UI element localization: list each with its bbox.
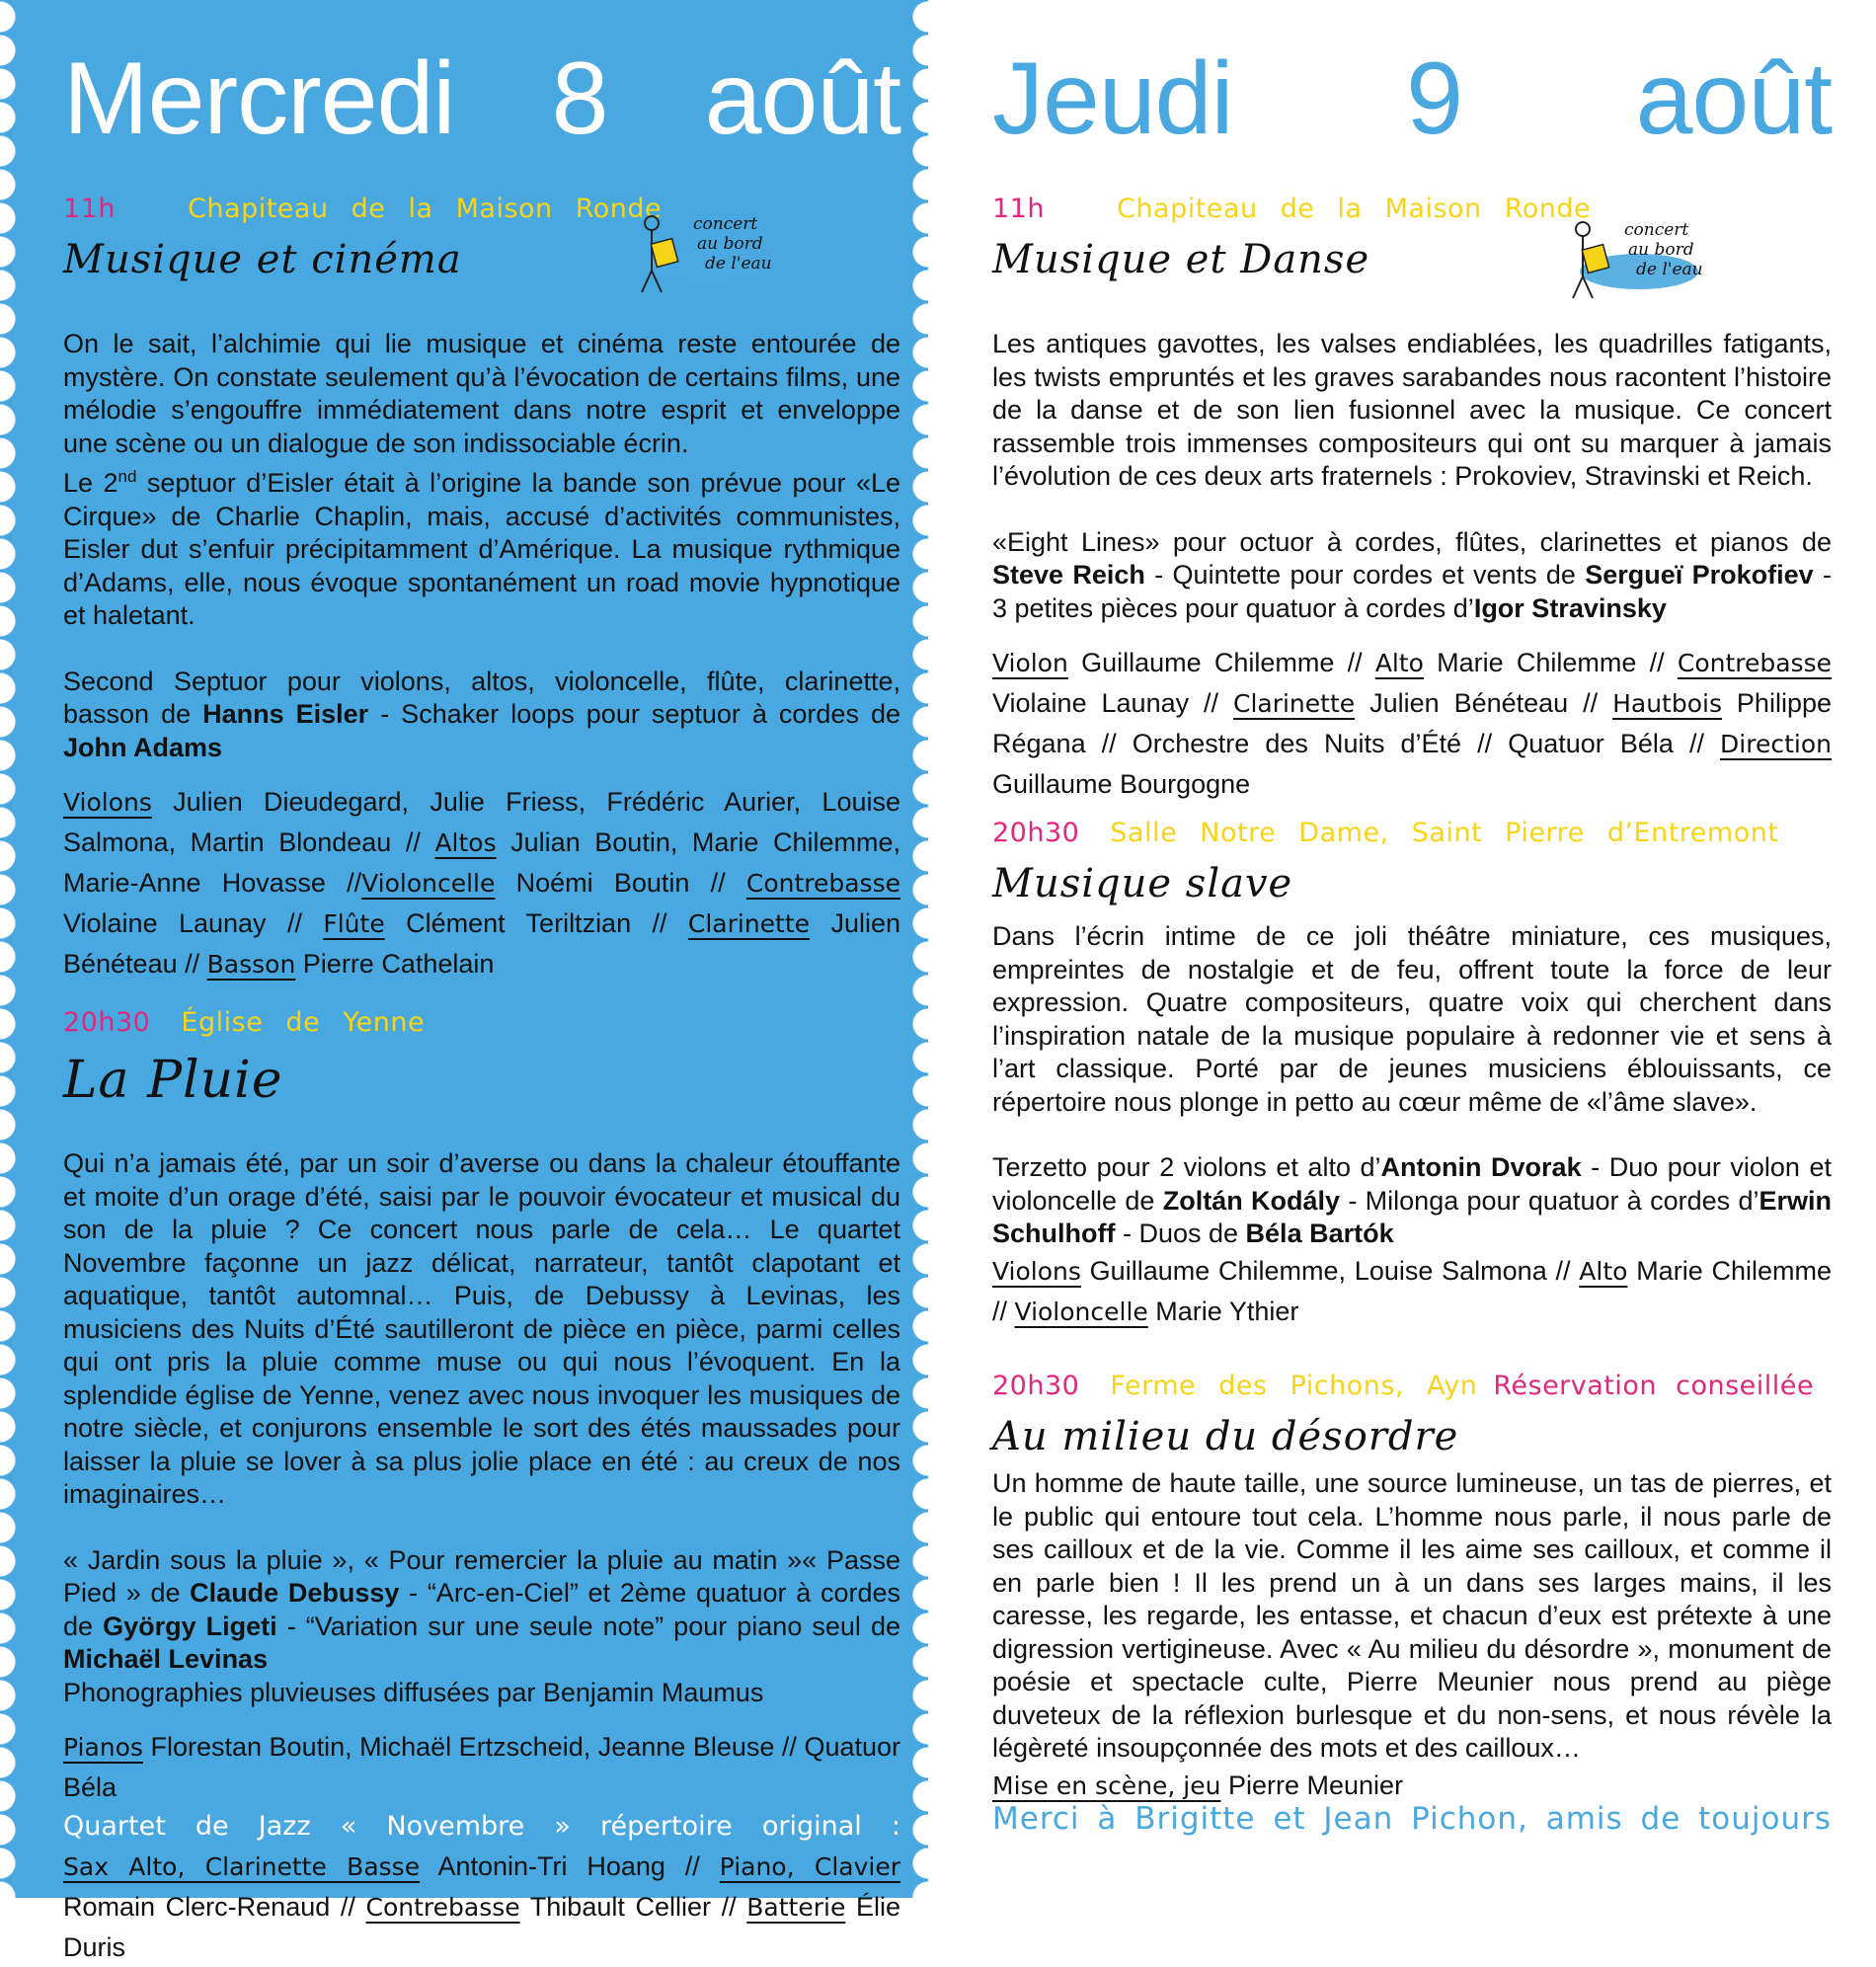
thanks-note: Merci à Brigitte et Jean Pichon, amis de toujours — [992, 1801, 1832, 1837]
event-description: On le sait, l’alchimie qui lie musique et cinéma reste entourée de mystère. On constate seulement qu’à l’évocation de certains films, une mélodie s’engouffre immédiatement dans notre esprit et enveloppe une scène ou un dialogue de son indissociable écrin. Le 2nd septuor d’Eisler était à l’origine la bande son prévue pour «Le Cirque» de Charlie Chaplin, mais, accusé d’activités communistes, Eisler dut s’enfuir précipitamment d’Amérique. La musique rythmique d’Adams, elle, nous évoque spontanément un road movie hypnotique et haletant. — [63, 329, 900, 630]
event-time: 11h — [992, 194, 1045, 224]
concert-au-bord-de-leau-logo — [624, 201, 772, 300]
event-time: 20h30 — [63, 1007, 151, 1038]
day-name: Jeudi — [992, 41, 1233, 156]
event-description: Un homme de haute taille, une source lumineuse, un tas de pierres, et le public qui entoure tout cela. L’homme nous parle, il nous parle de ses cailloux et de la vie. Comme il les aime ses cailloux, et comme il en parle bien ! Il les prend un à un dans ses larges mains, il les caresse, les regarde, les entasse, et chacun d’eux est prétexte à une digression vertigineuse. Avec « Au milieu du désordre », monument de poésie et spectacle culte, Pierre Meunier nous prend au piège duveteux de la réflexion burlesque et du non-sens, et nous révèle la légèreté insoupçonnée des mots et des cailloux… — [992, 1468, 1832, 1763]
composer-name: Sergueï Prokofiev — [1585, 560, 1814, 590]
event-time: 20h30 — [992, 1371, 1080, 1401]
event-cast: Violons Julien Dieudegard, Julie Friess, Frédéric Aurier, Louise Salmona, Martin Blondeau // Altos Julian Boutin, Marie Chilemme, Marie-Anne Hovasse //Violoncelle Noémi Boutin // Contrebasse Violaine Launay // Flûte Clément Teriltzian // Clarinette Julien Bénéteau // Basson Pierre Cathelain — [63, 787, 901, 979]
event-place: Chapiteau de la Maison Ronde — [188, 194, 663, 224]
event-program: Terzetto pour 2 violons et alto d’Antonin Dvorak - Duo pour violon et violoncelle de Zoltán Kodály - Milonga pour quatuor à cordes d’Erwin Schulhoff - Duos de Béla Bartók — [992, 1152, 1832, 1248]
logo-text-line1: concert — [693, 214, 758, 234]
day-number: 8 — [551, 41, 608, 156]
composer-name: Igor Stravinsky — [1473, 592, 1667, 623]
event-title: Musique et cinéma — [63, 237, 462, 282]
event-title: Au milieu du désordre — [992, 1414, 1459, 1459]
event-musique-et-cinema — [63, 194, 900, 984]
composer-name: Michaël Levinas — [63, 1644, 269, 1674]
composer-name: John Adams — [63, 732, 223, 762]
event-place: Église de Yenne — [181, 1007, 426, 1038]
event-description: Dans l’écrin intime de ce joli théâtre miniature, ces musiques, empreintes de nostalgie et de feu, offrent toute la force de leur expression. Quatre compositeurs, quatre voix qui cherchent dans l’inspiration natale de la musique populaire à redonner vie et sens à l’art classique. Porté par de jeunes musiciens éblouissants, ce répertoire nous plonge in petto au cœur même de «l’âme slave». — [992, 921, 1832, 1117]
event-title: Musique slave — [992, 861, 1293, 906]
event-program: «Eight Lines» pour octuor à cordes, flûtes, clarinettes et pianos de Steve Reich - Quintette pour cordes et vents de Sergueï Prokofiev - 3 petites pièces pour quatuor à cordes d’Igor Stravinsky — [992, 526, 1832, 623]
event-musique-slave — [992, 818, 1832, 1332]
event-meta — [63, 194, 900, 229]
event-time: 11h — [63, 194, 116, 224]
composer-name: Erwin Schulhoff — [992, 1185, 1832, 1248]
thursday-column — [992, 0, 1833, 1837]
event-musique-et-danse — [992, 194, 1832, 804]
event-cast: Violon Guillaume Chilemme // Alto Marie Chilemme // Contrebasse Violaine Launay // Clarinette Julien Bénéteau // Hautbois Philippe Régana // Orchestre des Nuits d’Été // Quatuor Béla // Direction Guillaume Bourgogne — [992, 648, 1832, 799]
reservation-notice: Réservation conseillée — [1493, 1371, 1814, 1401]
event-place: Salle Notre Dame, Saint Pierre d’Entremont — [1110, 818, 1779, 848]
event-meta — [992, 818, 1832, 853]
left-scalloped-edge — [0, 0, 20, 1898]
wednesday-column — [63, 0, 901, 1962]
event-description: Qui n’a jamais été, par un soir d’averse ou dans la chaleur étouffante et moite d’un orage d’été, saisi par le pouvoir évocateur et musical du son de la pluie ? Ce concert nous parle de cela… Le quartet Novembre façonne un jazz délicat, narrateur, tantôt clapotant et aquatique, tantôt automnal… Puis, de Debussy à Levinas, les musiciens des Nuits d’Été sautilleront de pièce en pièce, parmi celles qui ont pris la pluie comme muse ou qui nous l’évoquent. En la splendide église de Yenne, venez avec nous invoquer les musiques de notre siècle, et conjurons ensemble le sort des étés maussades pour laisser la pluie se lover à sa plus jolie place en été : au creux de nos imaginaires… — [63, 1148, 900, 1509]
day-heading-wednesday — [63, 41, 900, 156]
day-month: août — [704, 41, 900, 156]
composer-name: György Ligeti — [103, 1611, 277, 1641]
composer-name: Hanns Eisler — [202, 699, 369, 729]
event-la-pluie — [63, 1007, 900, 1967]
logo-text-line3: de l'eau — [1636, 260, 1703, 279]
event-meta — [992, 194, 1832, 229]
composer-name: Steve Reich — [992, 560, 1145, 590]
jazz-quartet-heading: Quartet de Jazz « Novembre » répertoire original : — [63, 1811, 900, 1842]
logo-text-line1: concert — [1624, 220, 1689, 240]
event-time: 20h30 — [992, 818, 1080, 848]
logo-text-line3: de l'eau — [705, 254, 772, 274]
event-cast: Mise en scène, jeu Pierre Meunier — [992, 1770, 1404, 1800]
composer-name: Zoltán Kodály — [1162, 1185, 1341, 1216]
concert-au-bord-de-leau-logo — [1555, 207, 1703, 306]
event-meta — [992, 1371, 1832, 1406]
day-heading-thursday — [992, 41, 1832, 156]
event-program: « Jardin sous la pluie », « Pour remercier la pluie au matin »« Passe Pied » de Claude Debussy - “Arc-en-Ciel” et 2ème quatuor à cordes de György Ligeti - “Variation sur une seule note” pour piano seul de Michaël Levinas Phonographies pluvieuses diffusées par Benjamin Maumus — [63, 1544, 900, 1707]
event-place: Ferme des Pichons, Ayn — [1110, 1371, 1478, 1401]
event-title: Musique et Danse — [992, 237, 1370, 282]
event-meta — [63, 1007, 900, 1043]
day-name: Mercredi — [63, 41, 455, 156]
composer-name: Antonin Dvorak — [1380, 1152, 1582, 1182]
day-number: 9 — [1406, 41, 1463, 156]
logo-text-line2: au bord — [697, 234, 763, 254]
right-scalloped-edge — [908, 0, 948, 1898]
event-description: Les antiques gavottes, les valses endiablées, les quadrilles fatigants, les twists empruntés et les graves sarabandes nous racontent l’histoire de la danse et de son lien fusionnel avec la musique. Ce concert rassemble trois immenses compositeurs qui ont su marquer à jamais l’évolution de ces deux arts fraternels : Prokoviev, Stravinski et Reich. — [992, 329, 1832, 491]
event-title: La Pluie — [63, 1051, 283, 1110]
event-place: Chapiteau de la Maison Ronde — [1117, 194, 1592, 224]
composer-name: Claude Debussy — [190, 1578, 400, 1608]
event-cast-jazz: Sax Alto, Clarinette Basse Antonin-Tri Hoang // Piano, Clavier Romain Clerc-Renaud // Contrebasse Thibault Cellier // Batterie Élie Duris — [63, 1851, 900, 1962]
event-cast: Violons Guillaume Chilemme, Louise Salmona // Alto Marie Chilemme // Violoncelle Marie Ythier — [992, 1255, 1833, 1326]
event-au-milieu-du-desordre — [992, 1371, 1832, 1806]
logo-text-line2: au bord — [1628, 240, 1694, 260]
event-program: Second Septuor pour violons, altos, violoncelle, flûte, clarinette, basson de Hanns Eisler - Schaker loops pour septuor à cordes de John Adams — [63, 666, 900, 762]
day-month: août — [1635, 41, 1832, 156]
event-cast-pianos: Pianos Florestan Boutin, Michaël Ertzscheid, Jeanne Bleuse // Quatuor Béla — [63, 1732, 900, 1802]
composer-name: Béla Bartók — [1245, 1219, 1394, 1248]
